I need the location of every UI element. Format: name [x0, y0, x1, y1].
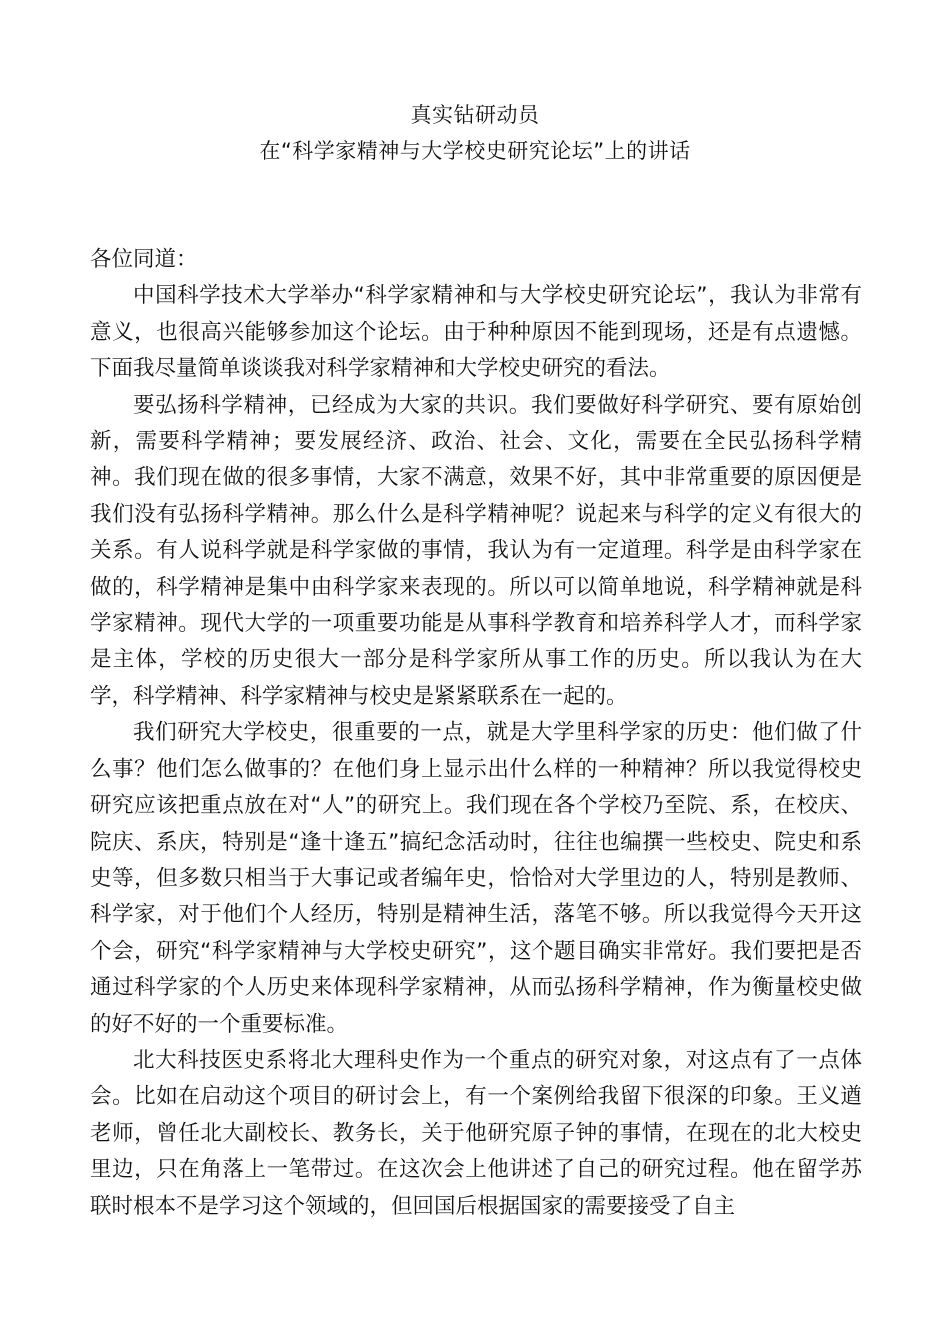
- paragraph-4: 北大科技医史系将北大理科史作为一个重点的研究对象，对这点有了一点体会。比如在启动这个项目的研讨会上，有一个案例给我留下很深的印象。王义遒老师，曾任北大副校长、教务长，关于他研究原子钟的事情，在现在的北大校史里边，只在角落上一笔带过。在这次会上他讲述了自己的研究过程。他在留学苏联时根本不是学习这个领域的，但回国后根据国家的需要接受了自主: [90, 1047, 862, 1219]
- title-block: [0, 97, 950, 169]
- paragraph-1: 中国科学技术大学举办“科学家精神和与大学校史研究论坛”，我认为非常有意义，也很高兴能够参加这个论坛。由于种种原因不能到现场，还是有点遗憾。下面我尽量简单谈谈我对科学家精神和大学校史研究的看法。: [90, 283, 862, 382]
- document-subtitle: 在“科学家精神与大学校史研究论坛”上的讲话: [259, 139, 691, 163]
- document-body: [90, 242, 862, 1225]
- greeting: 各位同道：: [90, 247, 198, 272]
- document-title: 真实钻研动员: [410, 103, 540, 127]
- paragraph-3: 我们研究大学校史，很重要的一点，就是大学里科学家的历史：他们做了什么事？他们怎么做事的？在他们身上显示出什么样的一种精神？所以我觉得校史研究应该把重点放在对“人”的研究上。我们现在各个学校乃至院、系，在校庆、院庆、系庆，特别是“逢十逢五”搞纪念活动时，往往也编撰一些校史、院史和系史等，但多数只相当于大事记或者编年史，恰恰对大学里边的人，特别是教师、科学家，对于他们个人经历，特别是精神生活，落笔不够。所以我觉得今天开这个会，研究“科学家精神与大学校史研究”，这个题目确实非常好。我们要把是否通过科学家的个人历史来体现科学家精神，从而弘扬科学精神，作为衡量校史做的好不好的一个重要标准。: [90, 720, 862, 1037]
- paragraph-2: 要弘扬科学精神，已经成为大家的共识。我们要做好科学研究、要有原始创新，需要科学精神；要发展经济、政治、社会、文化，需要在全民弘扬科学精神。我们现在做的很多事情，大家不满意，效果不好，其中非常重要的原因便是我们没有弘扬科学精神。那么什么是科学精神呢？说起来与科学的定义有很大的关系。有人说科学就是科学家做的事情，我认为有一定道理。科学是由科学家在做的，科学精神是集中由科学家来表现的。所以可以简单地说，科学精神就是科学家精神。现代大学的一项重要功能是从事科学教育和培养科学人才，而科学家是主体，学校的历史很大一部分是科学家所从事工作的历史。所以我认为在大学，科学精神、科学家精神与校史是紧紧联系在一起的。: [90, 392, 862, 709]
